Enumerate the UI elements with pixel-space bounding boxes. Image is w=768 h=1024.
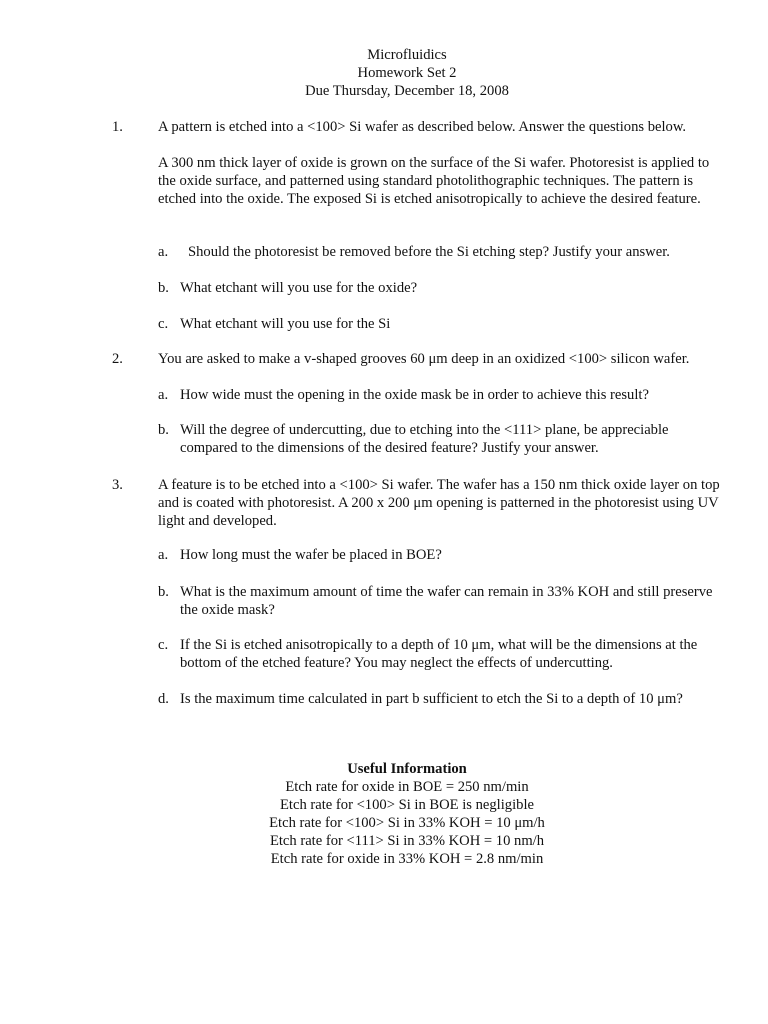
course-title: Microfluidics [367, 47, 447, 63]
question-3-part-c [158, 636, 728, 672]
part-text: Is the maximum time calculated in part b sufficient to etch the Si to a depth of 10 μm? [180, 691, 683, 707]
part-letter: c. [158, 637, 169, 653]
part-text: Will the degree of undercutting, due to etching into the <111> plane, be appreciable compared to the dimensions of the desired feature? Justify your answer. [180, 422, 669, 456]
part-letter: a. [158, 547, 169, 563]
question-2-part-b [158, 421, 728, 457]
question-2-part-a [158, 386, 728, 404]
part-letter: a. [158, 244, 169, 260]
part-letter: d. [158, 691, 169, 707]
question-1-prompt: A pattern is etched into a <100> Si wafer as described below. Answer the questions below. [158, 119, 687, 135]
part-text: If the Si is etched anisotropically to a depth of 10 μm, what will be the dimensions at the bottom of the etched feature? You may neglect the effects of undercutting. [180, 637, 698, 671]
due-date: Due Thursday, December 18, 2008 [305, 83, 509, 99]
question-1-number: 1. [112, 119, 123, 135]
part-text: How wide must the opening in the oxide mask be in order to achieve this result? [180, 387, 649, 403]
useful-info-line: Etch rate for <100> Si in BOE is negligible [280, 797, 534, 813]
part-letter: b. [158, 280, 169, 296]
part-text: How long must the wafer be placed in BOE? [180, 547, 442, 563]
part-text: Should the photoresist be removed before the Si etching step? Justify your answer. [188, 244, 670, 260]
question-3-number: 3. [112, 477, 123, 493]
question-3-prompt: A feature is to be etched into a <100> Si wafer. The wafer has a 150 nm thick oxide layer on top and is coated with photoresist. A 200 x 200 μm opening is patterned in the photoresist using UV light and developed. [158, 477, 720, 529]
question-1-part-c [158, 315, 728, 333]
question-2-number: 2. [112, 351, 123, 367]
question-3-part-a [158, 546, 728, 564]
useful-information [0, 760, 768, 868]
question-1-part-a [158, 243, 728, 261]
part-text: What etchant will you use for the Si [180, 316, 391, 332]
part-letter: c. [158, 316, 169, 332]
part-letter: a. [158, 387, 169, 403]
question-1-context: A 300 nm thick layer of oxide is grown on the surface of the Si wafer. Photoresist is applied to the oxide surface, and patterned using standard photolithographic techniques. The pattern is etched into the oxide. The exposed Si is etched anisotropically to achieve the desired feature. [158, 155, 710, 207]
useful-info-line: Etch rate for oxide in BOE = 250 nm/min [285, 779, 529, 795]
question-2-prompt: You are asked to make a v-shaped grooves 60 μm deep in an oxidized <100> silicon wafer. [158, 351, 690, 367]
part-text: What etchant will you use for the oxide? [180, 280, 418, 296]
question-1-part-b [158, 279, 728, 297]
assignment-title: Homework Set 2 [357, 65, 457, 81]
part-letter: b. [158, 584, 169, 600]
useful-info-line: Etch rate for <100> Si in 33% KOH = 10 μm/h [269, 815, 545, 831]
part-letter: b. [158, 422, 169, 438]
useful-information-title: Useful Information [347, 761, 467, 777]
question-3-part-d [158, 690, 728, 708]
document-header [0, 46, 768, 100]
useful-info-line: Etch rate for oxide in 33% KOH = 2.8 nm/min [270, 851, 544, 867]
part-text: What is the maximum amount of time the wafer can remain in 33% KOH and still preserve the oxide mask? [180, 584, 713, 618]
question-3-part-b [158, 583, 728, 619]
useful-info-line: Etch rate for <111> Si in 33% KOH = 10 nm/h [269, 833, 545, 849]
